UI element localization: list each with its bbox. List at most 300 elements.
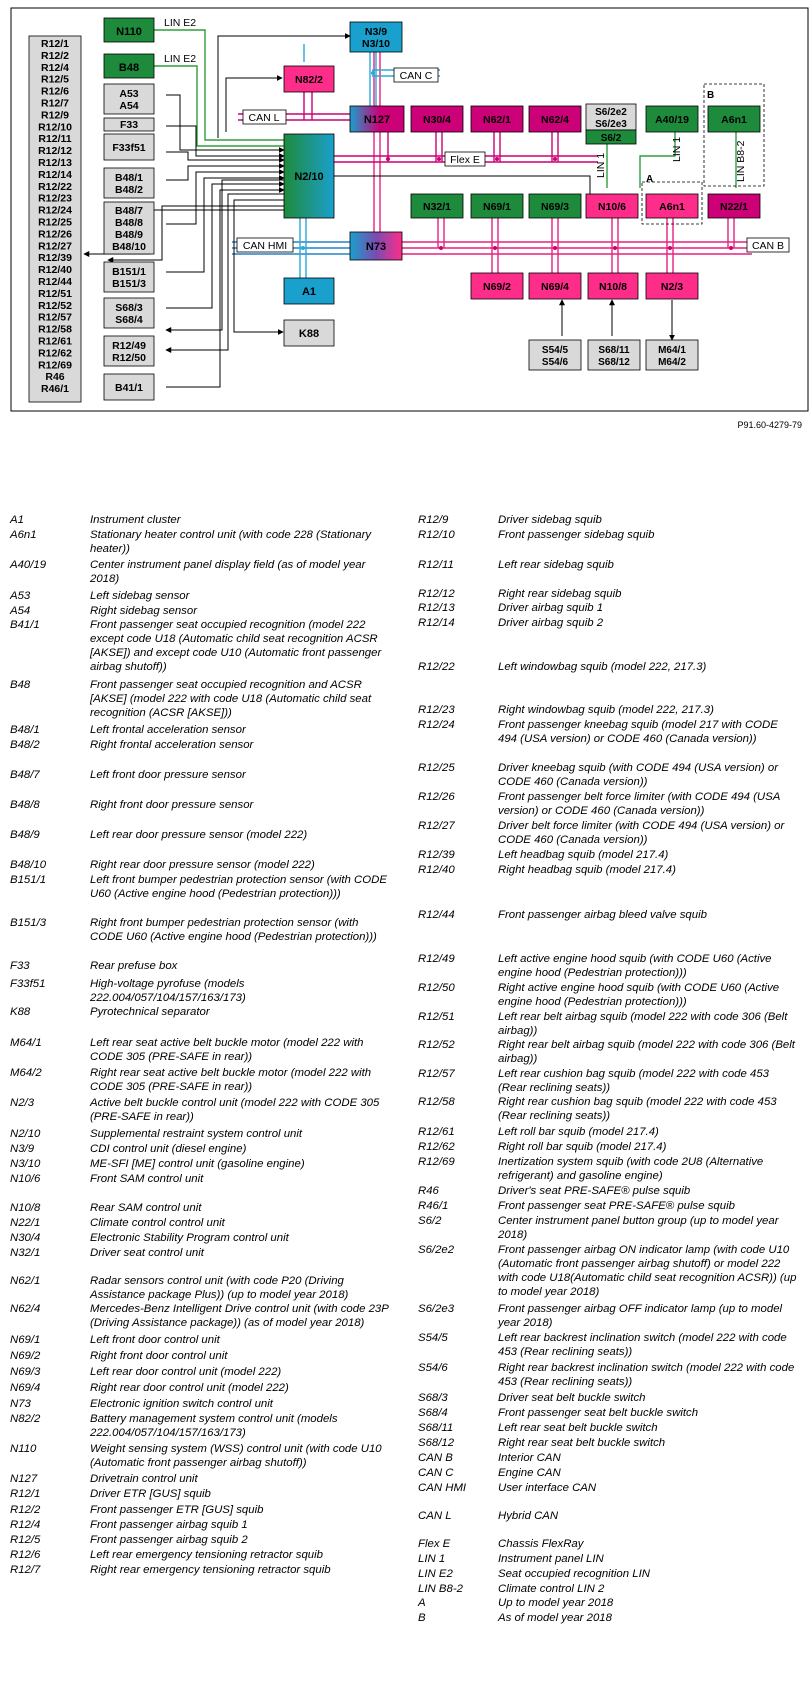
legend-item [10,828,400,858]
legend-description: Center instrument panel display field (as of model year 2018) [90,559,366,585]
legend-item [10,1157,400,1172]
legend-description: Front passenger sidebag squib [498,529,655,541]
r12-list-item: R12/2 [40,49,70,62]
box-m64-2-label: M64/2 [658,357,686,368]
box-a6n1-a-label: A6n1 [659,201,685,213]
legend-description: Active belt buckle control unit (model 222 with CODE 305 (PRE-SAFE in rear)) [90,1097,380,1123]
legend-item [10,723,400,738]
box-b48-7-to-b48-10 [104,202,154,254]
legend-code: R12/5 [10,1534,41,1546]
box-s6-2 [586,130,636,144]
box-n22-1-label: N22/1 [719,201,749,213]
legend-item [418,528,808,558]
legend-item [10,513,400,528]
legend-description: Driver seat belt buckle switch [498,1392,646,1404]
legend-description: Driver kneebag squib (with CODE 494 (USA version) or CODE 460 (Canada version)) [498,762,779,788]
box-s68-11-s68-12 [588,340,640,370]
legend-code: N3/10 [10,1158,41,1170]
legend-description: Left rear belt airbag squib (model 222 with code 306 (Belt airbag)) [498,1011,788,1037]
box-n2-3-label: N2/3 [660,281,684,293]
legend-description: As of model year 2018 [498,1612,612,1624]
legend-description: High-voltage pyrofuse (models 222.004/057/104/157/163/173) [90,978,246,1004]
box-s6-2e2-label: S6/2e2 [595,107,627,118]
legend-item [10,678,400,723]
legend-item [10,738,400,768]
legend-description: Right rear sidebag squib [498,588,622,600]
legend-description: Instrument panel LIN [498,1553,604,1565]
legend-item [418,981,808,1010]
box-n69-3-label: N69/3 [540,201,570,213]
legend-code: B48/8 [10,799,40,811]
lin1-label-b: LIN 1 [671,136,683,162]
legend-code: R12/61 [418,1126,455,1138]
box-n62-4 [529,106,581,132]
legend-description: Front passenger seat belt buckle switch [498,1407,699,1419]
r12-list-item: R12/24 [38,204,72,217]
box-b41-1-label: B41/1 [114,382,144,394]
r12-list-item: R12/4 [40,61,70,74]
legend-code: R12/40 [418,864,455,876]
legend-code: N69/2 [10,1350,41,1362]
legend-description: Driver seat control unit [90,1247,204,1259]
legend-code: CAN L [418,1510,452,1522]
legend-item [418,1125,808,1140]
box-m64-1-m64-2 [646,340,698,370]
legend-item [10,1518,400,1533]
box-s54-6-label: S54/6 [541,357,569,368]
legend-code: F33 [10,960,30,972]
legend-description: Driver airbag squib 1 [498,602,604,614]
legend-code: R12/10 [418,529,455,541]
legend-item [418,1481,808,1509]
r12-list-item: R12/69 [38,359,72,372]
legend-description: Right roll bar squib (model 217.4) [498,1141,667,1153]
legend-item [418,1140,808,1155]
lin1-label-a: LIN 1 [595,152,607,178]
legend-description: Drivetrain control unit [90,1473,198,1485]
legend-code: B48/2 [10,739,40,751]
legend-code: N22/1 [10,1217,41,1229]
legend-left [10,513,400,1578]
legend-code: B48/7 [10,769,40,781]
legend-code: A40/19 [10,559,47,571]
box-n110 [104,18,154,42]
r12-list-item: R12/51 [38,287,72,300]
legend-code: R12/27 [418,820,455,832]
r12-list-item: R12/58 [38,323,72,336]
legend-code: M64/2 [10,1067,42,1079]
legend-code: S68/4 [418,1407,448,1419]
legend-code: N73 [10,1398,31,1410]
legend-description: Seat occupied recognition LIN [498,1568,650,1580]
legend-description: Left front door control unit [90,1334,220,1346]
legend-item [418,1509,808,1537]
box-a40-19 [646,106,698,132]
box-n32-1 [411,194,463,218]
r12-list-item: R12/61 [38,335,72,348]
legend-description: Engine CAN [498,1467,561,1479]
legend-description: Left headbag squib (model 217.4) [498,849,669,861]
can-b-label: CAN B [751,240,785,252]
legend-item [10,1096,400,1127]
legend-description: Climate control control unit [90,1217,225,1229]
legend-description: Left active engine hood squib (with CODE U60 (Active engine hood (Pedestrian protection))) [498,953,772,979]
legend-item [10,1333,400,1349]
box-n2-10 [284,134,334,218]
legend-item [10,1216,400,1231]
legend-item [10,604,400,618]
legend-description: Rear prefuse box [90,960,178,972]
legend-item [10,1412,400,1442]
r12-list-item: R12/10 [38,121,72,134]
box-n2-10-label: N2/10 [294,171,324,183]
legend-item [418,1406,808,1421]
legend-item [418,1582,808,1596]
legend-item [418,952,808,981]
box-b48-10-label: B48/10 [112,241,146,253]
legend-item [418,1067,808,1095]
legend-right [418,513,808,1626]
box-b48-9-label: B48/9 [114,229,144,241]
box-b48-1-b48-2 [104,168,154,198]
legend-item [418,1436,808,1451]
legend-code: N69/4 [10,1382,41,1394]
legend-code: S6/2 [418,1215,442,1227]
legend-code: R12/11 [418,559,454,571]
r12-list-item: R12/39 [38,252,72,265]
legend-item [418,1391,808,1406]
legend-item [418,1421,808,1436]
legend-item [418,1331,808,1361]
legend-description: Instrument cluster [90,514,181,526]
r12-list-item: R12/5 [40,73,70,86]
box-s68-11-label: S68/11 [598,345,630,356]
legend-item [10,528,400,558]
box-b48-1-label: B48/1 [114,172,144,184]
legend-item [418,1466,808,1481]
legend-item [418,1095,808,1125]
r12-list-item: R12/40 [38,264,72,277]
legend-code: A53 [10,590,31,602]
legend-description: Right front bumper pedestrian protection sensor (with CODE U60 (Active engine hood (Pedestrian protection))) [90,917,377,943]
legend-description: Front passenger airbag bleed valve squib [498,909,707,921]
legend-code: R12/52 [418,1039,455,1051]
legend-code: R12/14 [418,617,455,629]
box-n127-label: N127 [363,114,391,126]
legend-code: N32/1 [10,1247,41,1259]
legend-code: S54/6 [418,1362,448,1374]
legend-code: R12/2 [10,1504,41,1516]
legend-description: Front passenger ETR [GUS] squib [90,1504,264,1516]
legend-item [418,790,808,819]
legend-code: S6/2e3 [418,1303,455,1315]
legend-code: N62/4 [10,1303,41,1315]
legend-description: Left roll bar squib (model 217.4) [498,1126,659,1138]
legend-description: Left rear seat active belt buckle motor (model 222 with CODE 305 (PRE-SAFE in rear)) [90,1037,364,1063]
legend-description: Rear SAM control unit [90,1202,202,1214]
legend-description: Inertization system squib (with code 2U8 (Alternative refrigerant) and gasoline engine) [498,1156,764,1182]
legend-description: Left front bumper pedestrian protection sensor (with CODE U60 (Active engine hood (Pedestrian protection))) [90,874,387,900]
legend-item [10,1503,400,1518]
legend-description: Right rear belt airbag squib (model 222 with code 306 (Belt airbag)) [498,1039,795,1065]
box-n3-9-n3-10 [350,22,402,52]
legend-item [10,618,400,678]
legend-code: B151/1 [10,874,47,886]
legend-item [10,1231,400,1246]
legend-description: Left rear door control unit (model 222) [90,1366,282,1378]
box-s68-3-label: S68/3 [115,302,143,314]
box-n3-10-label: N3/10 [361,38,391,50]
legend-description: Left rear backrest inclination switch (model 222 with code 453 (Rear reclining seats)) [498,1332,787,1358]
box-s68-3-s68-4 [104,298,154,328]
box-n69-3 [529,194,581,218]
legend-code: S68/11 [418,1422,454,1434]
legend-description: Right front door control unit [90,1350,228,1362]
legend-code: CAN B [418,1452,453,1464]
box-n73-label: N73 [365,241,387,253]
legend-code: LIN E2 [418,1568,453,1580]
legend-item [418,863,808,908]
legend-item [10,873,400,916]
legend-description: Driver belt force limiter (with CODE 494 (USA version) or CODE 460 (Canada version)) [498,820,785,846]
legend-description: Left rear seat belt buckle switch [498,1422,658,1434]
box-f33 [104,118,154,131]
legend-item [418,1038,808,1067]
can-c-label: CAN C [399,70,433,82]
legend-code: CAN HMI [418,1482,467,1494]
legend-item [418,513,808,528]
legend-description: User interface CAN [498,1482,597,1494]
legend-description: Electronic ignition switch control unit [90,1398,273,1410]
legend-description: Left rear cushion bag squib (model 222 with code 453 (Rear reclining seats)) [498,1068,770,1094]
legend-description: Supplemental restraint system control unit [90,1128,303,1140]
box-k88-label: K88 [298,328,320,340]
legend-code: A54 [10,605,31,617]
legend-description: Right headbag squib (model 217.4) [498,864,676,876]
legend-item [418,848,808,863]
legend-description: ME-SFI [ME] control unit (gasoline engine) [90,1158,305,1170]
box-k88 [284,320,334,346]
group-b-label: B [707,90,715,101]
box-n73 [350,232,402,260]
legend-item [418,1155,808,1184]
legend-item [10,1246,400,1274]
box-n127 [350,106,404,132]
legend-description: Front passenger seat PRE-SAFE® pulse squib [498,1200,735,1212]
r12-list-item: R12/1 [40,38,70,50]
legend-code: N10/8 [10,1202,41,1214]
legend-item [10,977,400,1005]
box-b48-8-label: B48/8 [114,217,144,229]
box-n69-4-label: N69/4 [540,281,570,293]
legend-item [418,587,808,601]
box-n10-8 [588,273,638,299]
legend-description: Stationary heater control unit (with code 228 (Stationary heater)) [90,529,372,555]
legend-item [418,718,808,761]
legend-code: S68/12 [418,1437,455,1449]
legend-code: LIN B8-2 [418,1583,463,1595]
legend-item [418,908,808,952]
legend-item [10,1487,400,1503]
r12-list-item: R12/13 [38,157,72,169]
r12-list-item: R12/22 [38,180,72,193]
legend-item [10,1548,400,1563]
legend-code: B48 [10,679,31,691]
legend-code: R12/39 [418,849,455,861]
legend-code: N127 [10,1473,38,1485]
legend-description: Driver's seat PRE-SAFE® pulse squib [498,1185,691,1197]
legend-description: Driver airbag squib 2 [498,617,604,629]
legend-description: Front passenger airbag squib 1 [90,1519,248,1531]
legend-description: CDI control unit (diesel engine) [90,1143,247,1155]
legend-description: Right windowbag squib (model 222, 217.3) [498,704,714,716]
legend-item [10,1036,400,1066]
legend-description: Hybrid CAN [498,1510,559,1522]
legend-item [418,1567,808,1582]
legend-code: K88 [10,1006,31,1018]
legend-description: Right rear door control unit (model 222) [90,1382,289,1394]
box-a1 [284,278,334,304]
r12-list-item: R12/62 [38,347,72,360]
legend-code: R12/57 [418,1068,455,1080]
legend-code: R12/6 [10,1549,41,1561]
legend-description: Left windowbag squib (model 222, 217.3) [498,661,707,673]
legend-item [418,1214,808,1243]
legend-code: N2/10 [10,1128,41,1140]
legend-item [418,1302,808,1331]
legend-code: R12/9 [418,514,449,526]
legend-code: B [418,1612,426,1624]
legend-item [10,589,400,604]
legend-item [418,703,808,718]
legend-code: R12/44 [418,909,455,921]
legend-description: Mercedes-Benz Intelligent Drive control unit (with code 23P (Driving Assistance package)) (as of model year 2018) [90,1303,389,1329]
legend-code: B48/10 [10,859,47,871]
box-a40-19-label: A40/19 [655,114,689,126]
legend-code: N82/2 [10,1413,41,1425]
box-a53-label: A53 [119,88,139,100]
box-n69-4 [529,273,581,299]
legend-item [418,1184,808,1199]
box-s54-5-s54-6 [529,340,581,370]
box-r12-49-label: R12/49 [112,340,146,352]
legend-item [418,819,808,848]
legend-item [418,1010,808,1038]
legend-code: R12/22 [418,661,455,673]
legend-code: B41/1 [10,619,40,631]
box-n22-1 [708,194,760,218]
legend-item [10,1274,400,1302]
box-n62-4-label: N62/4 [540,114,570,126]
r12-list-item: R12/12 [38,145,72,158]
box-s6-2e2-s6-2e3 [586,104,636,130]
box-a6n1-a [646,194,698,218]
legend-item [418,660,808,703]
box-m64-1-label: M64/1 [658,345,686,356]
box-f33f51 [104,134,154,160]
legend-item [418,558,808,587]
legend-code: A6n1 [10,529,37,541]
box-s68-12-label: S68/12 [598,357,630,368]
legend-description: Front passenger kneebag squib (model 217 with CODE 494 (USA version) or CODE 460 (Canada version)) [498,719,778,745]
box-b48-7-label: B48/7 [114,205,144,217]
box-n62-1-label: N62/1 [482,114,512,126]
legend-code: N3/9 [10,1143,35,1155]
lin-e2-label-1: LIN E2 [164,17,197,29]
legend-code: N69/3 [10,1366,41,1378]
legend-description: Electronic Stability Program control unit [90,1232,289,1244]
legend-item [418,1451,808,1466]
legend-description: Front SAM control unit [90,1173,204,1185]
legend-item [10,1142,400,1157]
box-n10-6 [586,194,638,218]
legend-description: Chassis FlexRay [498,1538,584,1550]
box-n32-1-label: N32/1 [422,201,452,213]
legend-item [10,1397,400,1412]
legend-description: Front passenger airbag OFF indicator lamp (up to model year 2018) [498,1303,783,1329]
legend-description: Pyrotechnical separator [90,1006,210,1018]
can-l-label: CAN L [248,112,280,124]
legend-code: R12/51 [418,1011,455,1023]
legend-code: R12/4 [10,1519,41,1531]
legend-code: R12/12 [418,588,455,600]
r12-list-item: R12/6 [40,85,70,98]
legend-description: Center instrument panel button group (up to model year 2018) [498,1215,779,1241]
legend-item [418,1596,808,1611]
legend-code: R12/24 [418,719,455,731]
legend-description: Left frontal acceleration sensor [90,724,246,736]
legend-description: Front passenger seat occupied recognition (model 222 except code U18 (Automatic child seat recognition ACSR [AKSE]) and except code U10 (Automatic front passenger airbag shutoff)) [90,619,382,673]
r12-list-item: R12/9 [40,109,70,122]
legend-description: Climate control LIN 2 [498,1583,605,1595]
legend-code: R12/13 [418,602,455,614]
legend-code: B48/9 [10,829,40,841]
legend-item [418,1199,808,1214]
legend-code: R46 [418,1185,439,1197]
legend-item [418,761,808,790]
r12-list-item: R12/52 [38,299,72,312]
legend-code: B48/1 [10,724,40,736]
box-b41-1 [104,374,154,400]
box-n3-9-label: N3/9 [364,26,388,38]
box-n30-4 [411,106,463,132]
r12-list-item: R12/7 [40,97,70,110]
legend-item [418,601,808,616]
box-n69-2 [471,273,523,299]
legend-description: Front passenger seat occupied recognition and ACSR [AKSE] (model 222 with code U18 (Automatic child seat recognition (ACSR [AKSE])) [90,679,372,719]
legend-item [418,1611,808,1626]
group-a-label: A [646,174,654,185]
legend-item [10,558,400,589]
legend-code: N2/3 [10,1097,35,1109]
legend-code: S54/5 [418,1332,448,1344]
r12-list-item: R12/26 [38,228,72,241]
legend-code: R12/50 [418,982,455,994]
legend-code: F33f51 [10,978,46,990]
legend-code: R46/1 [418,1200,449,1212]
box-r12-49-r12-50 [104,336,154,366]
legend-description: Front passenger airbag squib 2 [90,1534,248,1546]
legend-code: B151/3 [10,917,47,929]
legend-item [418,616,808,660]
legend-description: Weight sensing system (WSS) control unit (with code U10 (Automatic front passenger airbag shutoff)) [90,1443,382,1469]
box-n10-8-label: N10/8 [598,281,628,293]
box-n10-6-label: N10/6 [597,201,627,213]
legend-code: N10/6 [10,1173,41,1185]
legend-item [10,1563,400,1578]
box-s54-5-label: S54/5 [541,345,569,356]
legend-description: Right rear emergency tensioning retractor squib [90,1564,331,1576]
